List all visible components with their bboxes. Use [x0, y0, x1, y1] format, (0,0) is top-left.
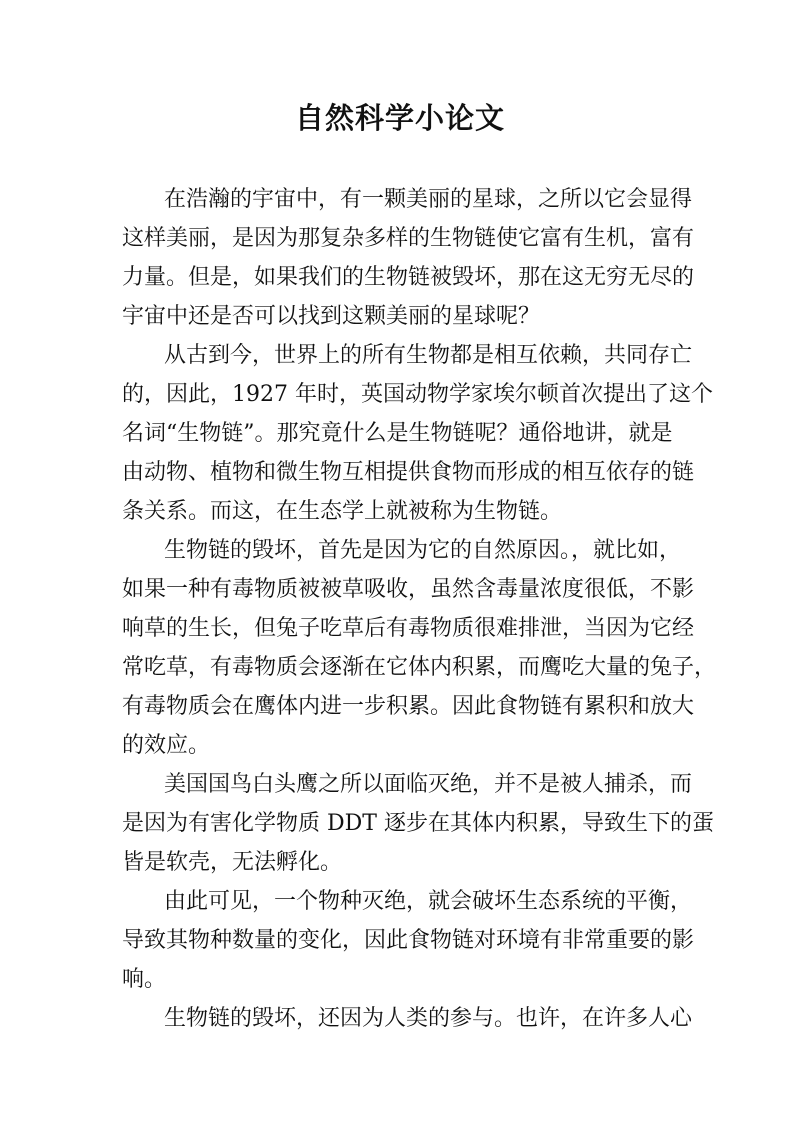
text-line: 在浩瀚的宇宙中，有一颗美丽的星球，之所以它会显得 — [164, 187, 693, 212]
text-line: 美国国鸟白头鹰之所以面临灭绝，并不是被人捕杀，而 — [164, 772, 693, 797]
text-line: 皆是软壳，无法孵化。 — [122, 850, 343, 875]
text-line: 力量。但是，如果我们的生物链被毁坏，那在这无穷无尽的 — [122, 265, 695, 290]
text-line: 生物链的毁坏，首先是因为它的自然原因。，就比如， — [164, 538, 682, 563]
text-line: 导致其物种数量的变化，因此食物链对环境有非常重要的影 — [122, 928, 695, 953]
text-line: 由此可见，一个物种灭绝，就会破坏生态系统的平衡， — [164, 889, 693, 914]
text-line: 常吃草，有毒物质会逐渐在它体内积累，而鹰吃大量的兔子， — [122, 655, 717, 680]
document-title: 自然科学小论文 — [294, 101, 505, 135]
text-line: 由动物、植物和微生物互相提供食物而形成的相互依存的链 — [122, 460, 695, 485]
text-line: 名词“生物链”。那究竟什么是生物链呢？通俗地讲，就是 — [122, 421, 673, 446]
text-line: 响草的生长，但兔子吃草后有毒物质很难排泄，当因为它经 — [122, 616, 695, 641]
text-line: 如果一种有毒物质被被草吸收，虽然含毒量浓度很低，不影 — [122, 577, 695, 602]
text-line: 条关系。而这，在生态学上就被称为生物链。 — [122, 499, 563, 524]
text-line: 宇宙中还是否可以找到这颗美丽的星球呢？ — [122, 304, 541, 329]
text-line: 的效应。 — [122, 733, 211, 758]
text-line: 响。 — [122, 967, 167, 992]
text-line: 生物链的毁坏，还因为人类的参与。也许，在许多人心 — [164, 1006, 693, 1031]
text-line: 的，因此，1927 年时，英国动物学家埃尔顿首次提出了这个 — [122, 382, 713, 407]
text-line: 是因为有害化学物质 DDT 逐步在其体内积累，导致生下的蛋 — [122, 811, 714, 836]
text-line: 从古到今，世界上的所有生物都是相互依赖，共同存亡 — [164, 343, 693, 368]
text-line: 这样美丽，是因为那复杂多样的生物链使它富有生机，富有 — [122, 226, 695, 251]
text-line: 有毒物质会在鹰体内进一步积累。因此食物链有累积和放大 — [122, 694, 695, 719]
